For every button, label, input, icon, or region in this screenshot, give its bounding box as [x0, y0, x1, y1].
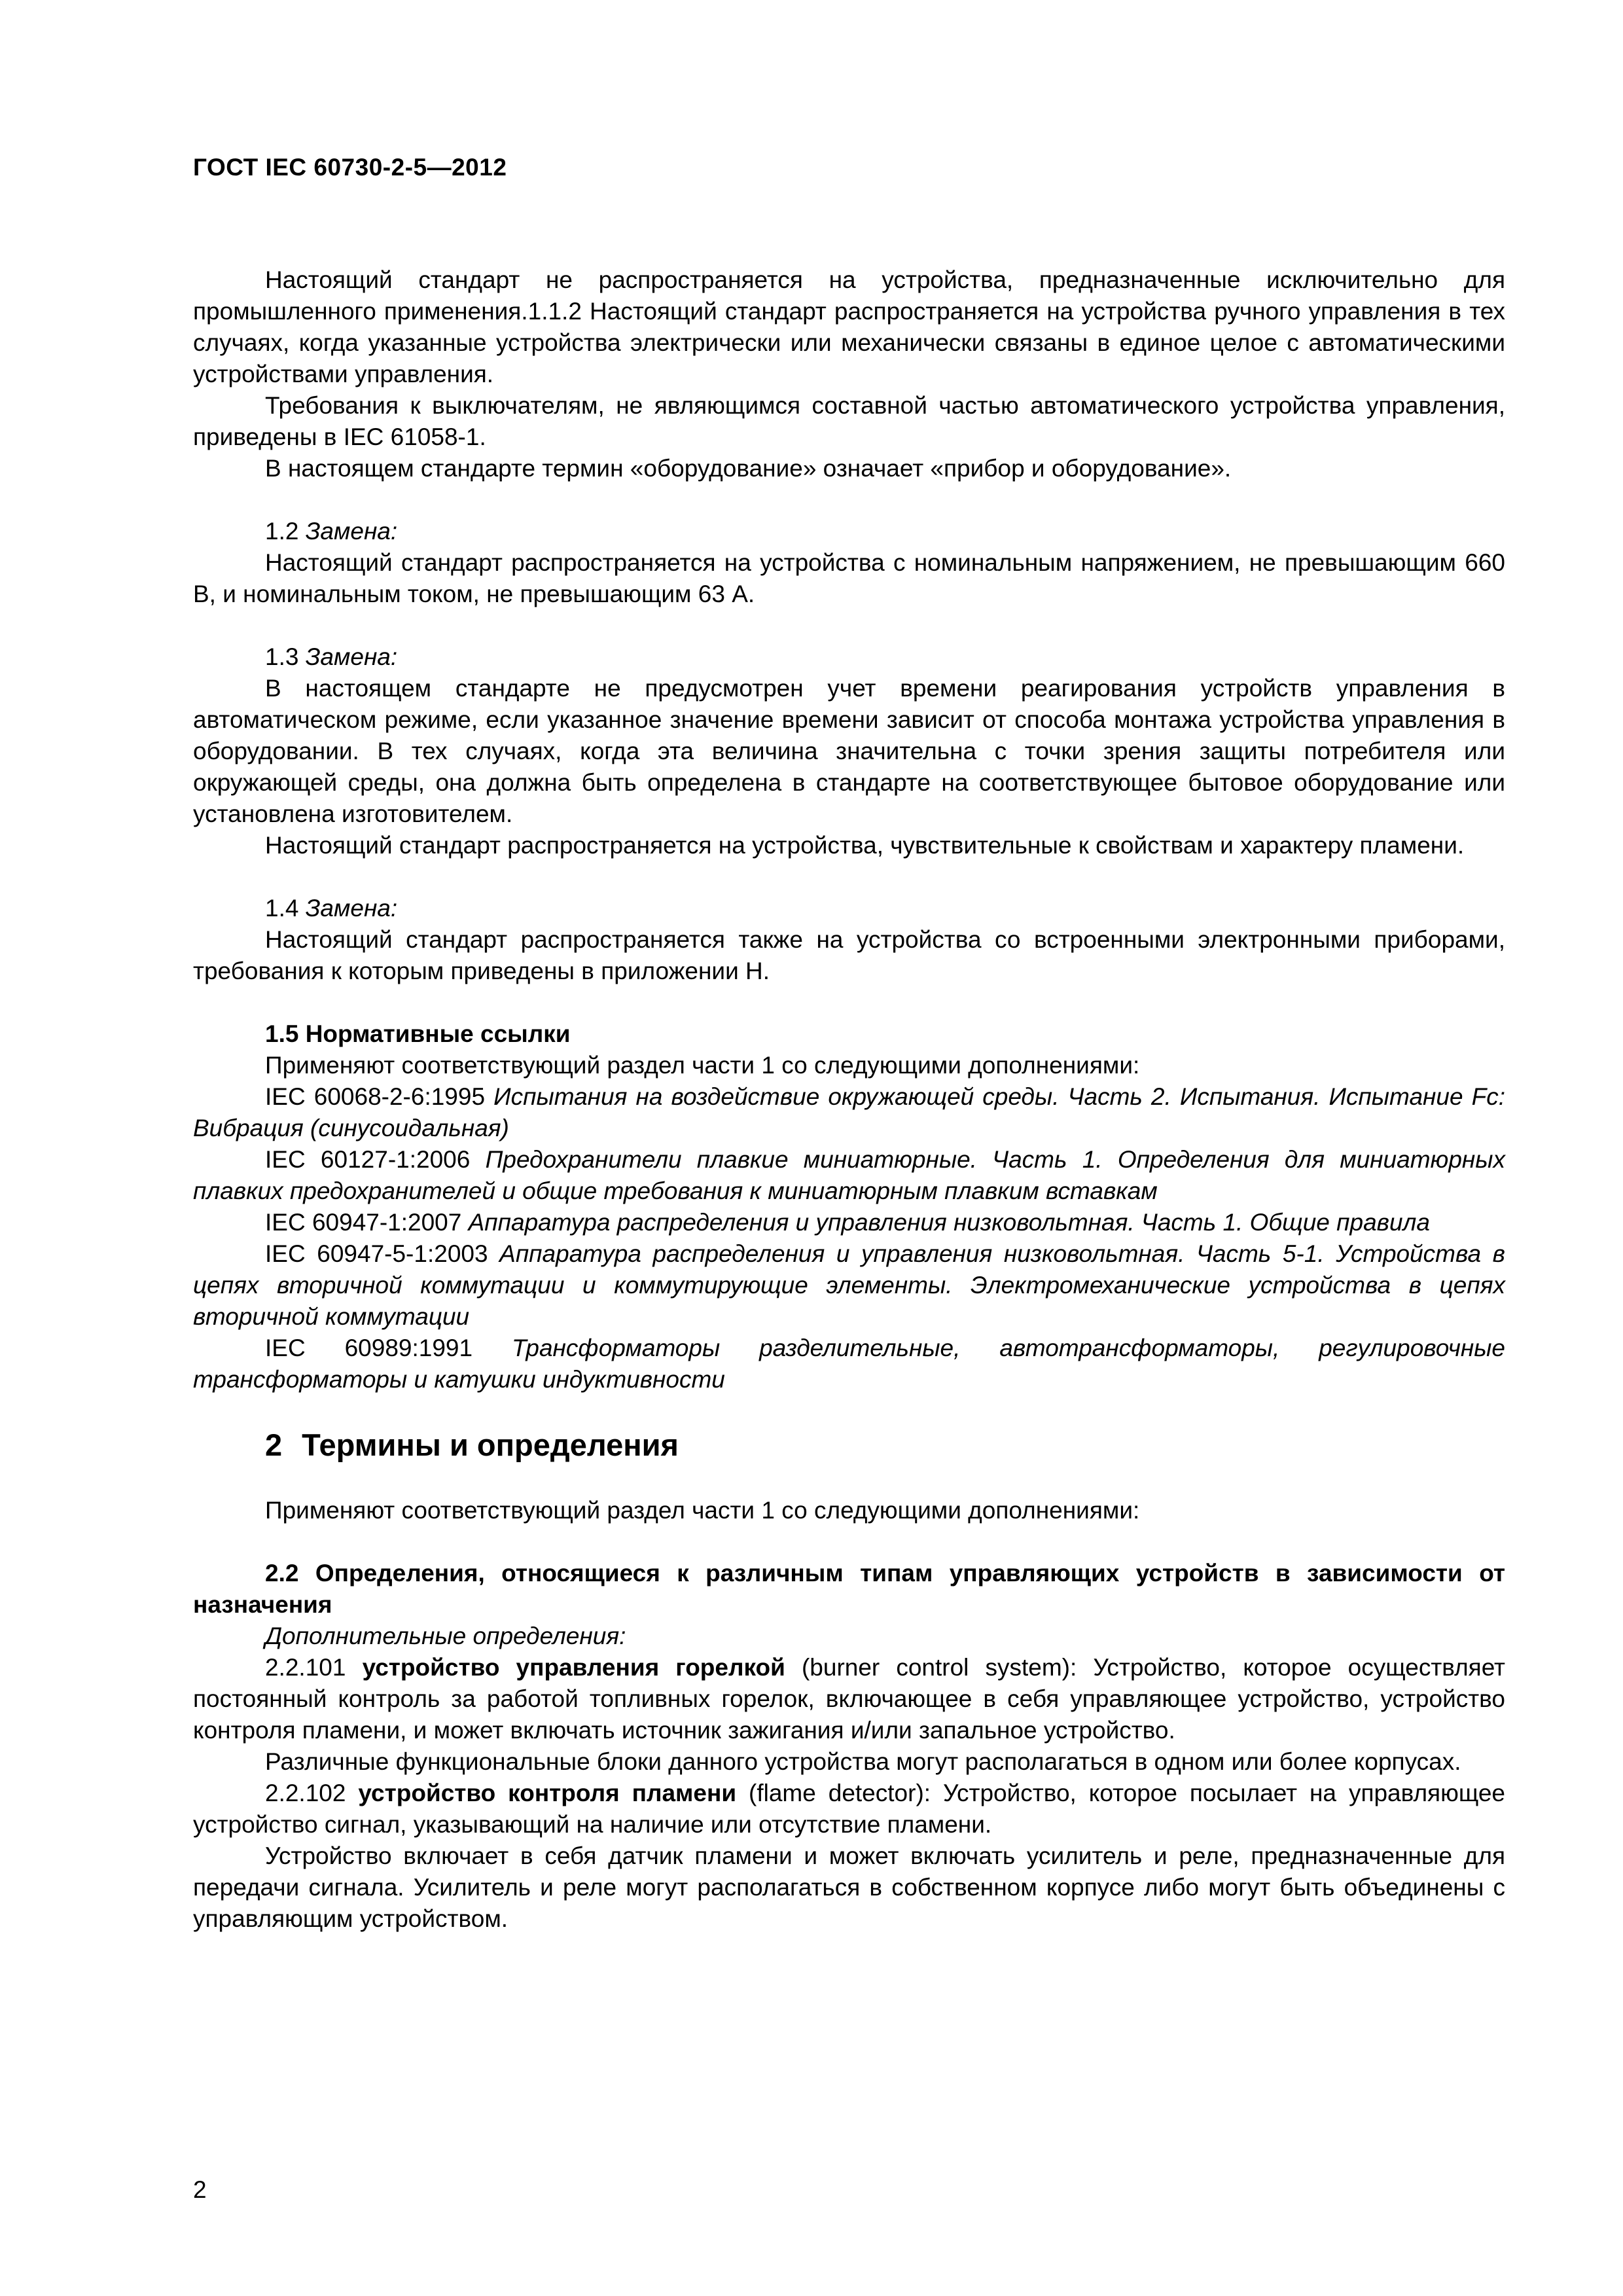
- definition-2-2-102: 2.2.102 устройство контроля пламени (flame detector): Устройство, которое посылает на управляющее устройство сигнал, указывающий на наличие или отсутствие пламени.: [193, 1780, 1505, 1838]
- reference-item: IEC 60068-2-6:1995 Испытания на воздействие окружающей среды. Часть 2. Испытания. Испытание Fc: Вибрация (синусоидальная): [193, 1083, 1505, 1141]
- section-label-1-2: 1.2 Замена:: [265, 518, 398, 545]
- section-heading-2-2: 2.2 Определения, относящиеся к различным типам управляющих устройств в зависимости от назначения: [193, 1560, 1505, 1618]
- reference-item: IEC 60127-1:2006 Предохранители плавкие миниатюрные. Часть 1. Определения для миниатюрных плавких предохранителей и общие требования к миниатюрным плавким вставкам: [193, 1146, 1506, 1204]
- reference-item: IEC 60989:1991 Трансформаторы разделительные, автотрансформаторы, регулировочные трансформаторы и катушки индуктивности: [193, 1335, 1506, 1393]
- reference-item: IEC 60947-1:2007 Аппаратура распределения и управления низковольтная. Часть 1. Общие правила: [265, 1209, 1430, 1236]
- section-label-1-3: 1.3 Замена:: [265, 643, 398, 670]
- section-label-1-4: 1.4 Замена:: [265, 895, 398, 922]
- paragraph: В настоящем стандарте не предусмотрен учет времени реагирования устройств управления в автоматическом режиме, если указанное значение времени зависит от способа монтажа устройства управления в оборудовании. В тех случаях, когда эта величина значительна с точки зрения защиты потребителя или окружающей среды, она должна быть определена в стандарте на соответствующее бытовое оборудование или установлена изготовителем.: [193, 675, 1505, 827]
- document-body: [193, 264, 1505, 1935]
- paragraph: Настоящий стандарт распространяется на устройства, чувствительные к свойствам и характеру пламени.: [265, 832, 1465, 859]
- paragraph: Применяют соответствующий раздел части 1 со следующими дополнениями:: [265, 1052, 1140, 1079]
- paragraph: Устройство включает в себя датчик пламени и может включать усилитель и реле, предназначенные для передачи сигнала. Усилитель и реле могут располагаться в собственном корпусе либо могут быть объединены с управляющим устройством.: [193, 1842, 1505, 1932]
- paragraph: Различные функциональные блоки данного устройства могут располагаться в одном или более корпусах.: [265, 1748, 1461, 1775]
- document-header: ГОСТ IEC 60730-2-5—2012: [193, 154, 507, 181]
- paragraph: Настоящий стандарт распространяется также на устройства со встроенными электронными приборами, требования к которым приведены в приложении Н.: [193, 926, 1505, 984]
- paragraph: Требования к выключателям, не являющимся составной частью автоматического устройства управления, приведены в IEC 61058-1.: [193, 392, 1505, 450]
- page-number: 2: [193, 2176, 207, 2203]
- paragraph: Применяют соответствующий раздел части 1 со следующими дополнениями:: [265, 1497, 1140, 1524]
- reference-item: IEC 60947-5-1:2003 Аппаратура распределения и управления низковольтная. Часть 5-1. Устройства в цепях вторичной коммутации и коммутирующие элементы. Электромеханические устройства в цепях вторичной коммутации: [193, 1240, 1505, 1330]
- section-heading-2: 2 Термины и определения: [265, 1427, 679, 1462]
- section-heading-1-5: 1.5 Нормативные ссылки: [265, 1020, 571, 1047]
- paragraph: Настоящий стандарт распространяется на устройства с номинальным напряжением, не превышающим 660 В, и номинальным током, не превышающим 63 А.: [193, 549, 1505, 607]
- definition-2-2-101: 2.2.101 устройство управления горелкой (burner control system): Устройство, которое осуществляет постоянный контроль за работой топливных горелок, включающее в себя управляющее устройство, устройство контроля пламени, и может включать источник зажигания и/или запальное устройство.: [193, 1654, 1505, 1744]
- paragraph: В настоящем стандарте термин «оборудование» означает «прибор и оборудование».: [265, 455, 1232, 482]
- paragraph: Настоящий стандарт не распространяется на устройства, предназначенные исключительно для промышленного применения.1.1.2 Настоящий стандарт распространяется на устройства ручного управления в тех случаях, когда указанные устройства электрически или механически связаны в единое целое с автоматическими устройствами управления.: [193, 266, 1505, 387]
- subheading: Дополнительные определения:: [265, 1623, 626, 1649]
